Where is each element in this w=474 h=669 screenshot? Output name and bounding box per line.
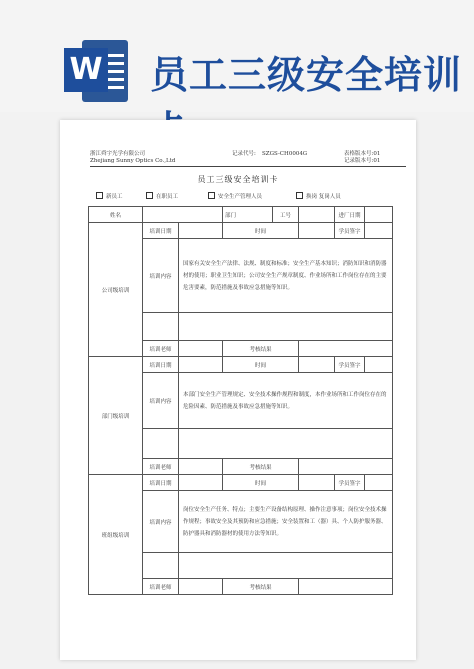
company-name-cn: 浙江舜宇光学有限公司 (90, 151, 146, 157)
blank-label-cell (143, 553, 179, 579)
blank-cell (179, 313, 393, 341)
result-value[interactable] (299, 579, 393, 595)
dept-label: 部门 (223, 207, 273, 223)
teacher-value[interactable] (179, 341, 223, 357)
result-label: 考核结果 (223, 459, 299, 475)
training-content: 国家有关安全生产法律、法规、制度和标准；安全生产基本知识；消防知识和消防器材的使用；职业卫生知识；公司安全生产规章制度、作业场所和工作岗位存在的主要危害要素，防范措施及事故应急措施等知识。 (179, 239, 393, 313)
table-row (89, 357, 393, 373)
category-safety-manager: 安全生产管理人员 (208, 192, 262, 200)
student-sign-value[interactable] (365, 223, 393, 239)
student-sign-label: 学员签字 (335, 475, 365, 491)
train-date-label: 培训日期 (143, 475, 179, 491)
id-value[interactable] (299, 207, 335, 223)
checkbox-transfer[interactable] (296, 192, 303, 199)
record-code-label: 记录代号: (232, 151, 256, 157)
blank-cell (179, 553, 393, 579)
teacher-label: 培训老师 (143, 341, 179, 357)
content-label: 培训内容 (143, 373, 179, 429)
section-level: 部门级培训 (89, 357, 143, 475)
document-page (60, 120, 416, 660)
section-level: 公司级培训 (89, 223, 143, 357)
teacher-value[interactable] (179, 579, 223, 595)
entry-date-label: 进厂日期 (335, 207, 365, 223)
training-content: 岗位安全生产任务、特点；主要生产设备结构原理、操作注意事项；岗位安全技术操作规程；事故安全及其预防和应急措施；安全装置和工（器）具、个人防护服务器、防护器具和消防器材的使用方法等知识。 (179, 491, 393, 553)
banner (0, 0, 474, 112)
blank-label-cell (143, 429, 179, 459)
entry-date-value[interactable] (365, 207, 393, 223)
id-label: 工号 (273, 207, 299, 223)
header-rule (90, 166, 406, 167)
train-date-value[interactable] (179, 223, 223, 239)
table-row (89, 223, 393, 239)
form-version: 表格版本号:01 (344, 151, 381, 157)
result-value[interactable] (299, 341, 393, 357)
time-value[interactable] (299, 475, 335, 491)
category-transfer: 换岗 复岗人员 (296, 192, 341, 200)
content-label: 培训内容 (143, 239, 179, 313)
record-version: 记录版本号:01 (344, 158, 381, 164)
train-date-label: 培训日期 (143, 223, 179, 239)
table-row (89, 475, 393, 491)
time-label: 时间 (223, 475, 299, 491)
category-new: 新员工 (96, 192, 123, 200)
teacher-label: 培训老师 (143, 459, 179, 475)
time-label: 时间 (223, 357, 299, 373)
result-label: 考核结果 (223, 579, 299, 595)
student-sign-label: 学员签字 (335, 223, 365, 239)
teacher-label: 培训老师 (143, 579, 179, 595)
category-current: 在职员工 (146, 192, 178, 200)
time-value[interactable] (299, 223, 335, 239)
train-date-label: 培训日期 (143, 357, 179, 373)
name-value[interactable] (143, 207, 223, 223)
blank-label-cell (143, 313, 179, 341)
banner-title: 员工三级安全培训 (150, 53, 463, 97)
time-value[interactable] (299, 357, 335, 373)
student-sign-label: 学员签字 (335, 357, 365, 373)
word-letter: W (64, 48, 108, 92)
checkbox-safety-manager[interactable] (208, 192, 215, 199)
section-level: 班组级培训 (89, 475, 143, 595)
time-label: 时间 (223, 223, 299, 239)
table-row (89, 207, 393, 223)
record-code-value: SZGS-CH0004G (262, 151, 308, 157)
company-name-en: Zhejiang Sunny Optics Co.,Ltd (90, 158, 176, 164)
result-value[interactable] (299, 459, 393, 475)
teacher-value[interactable] (179, 459, 223, 475)
training-table (88, 206, 393, 595)
blank-cell (179, 429, 393, 459)
result-label: 考核结果 (223, 341, 299, 357)
training-content: 本部门安全生产管理规定、安全技术操作规程和制度，本作业场所和工作岗位存在的危险因素、防范措施及事故应急措施等知识。 (179, 373, 393, 429)
checkbox-current[interactable] (146, 192, 153, 199)
checkbox-new[interactable] (96, 192, 103, 199)
form-title: 员工三级安全培训卡 (197, 175, 279, 184)
student-sign-value[interactable] (365, 357, 393, 373)
content-label: 培训内容 (143, 491, 179, 553)
student-sign-value[interactable] (365, 475, 393, 491)
name-label: 姓名 (89, 207, 143, 223)
word-icon (64, 40, 128, 102)
train-date-value[interactable] (179, 357, 223, 373)
train-date-value[interactable] (179, 475, 223, 491)
